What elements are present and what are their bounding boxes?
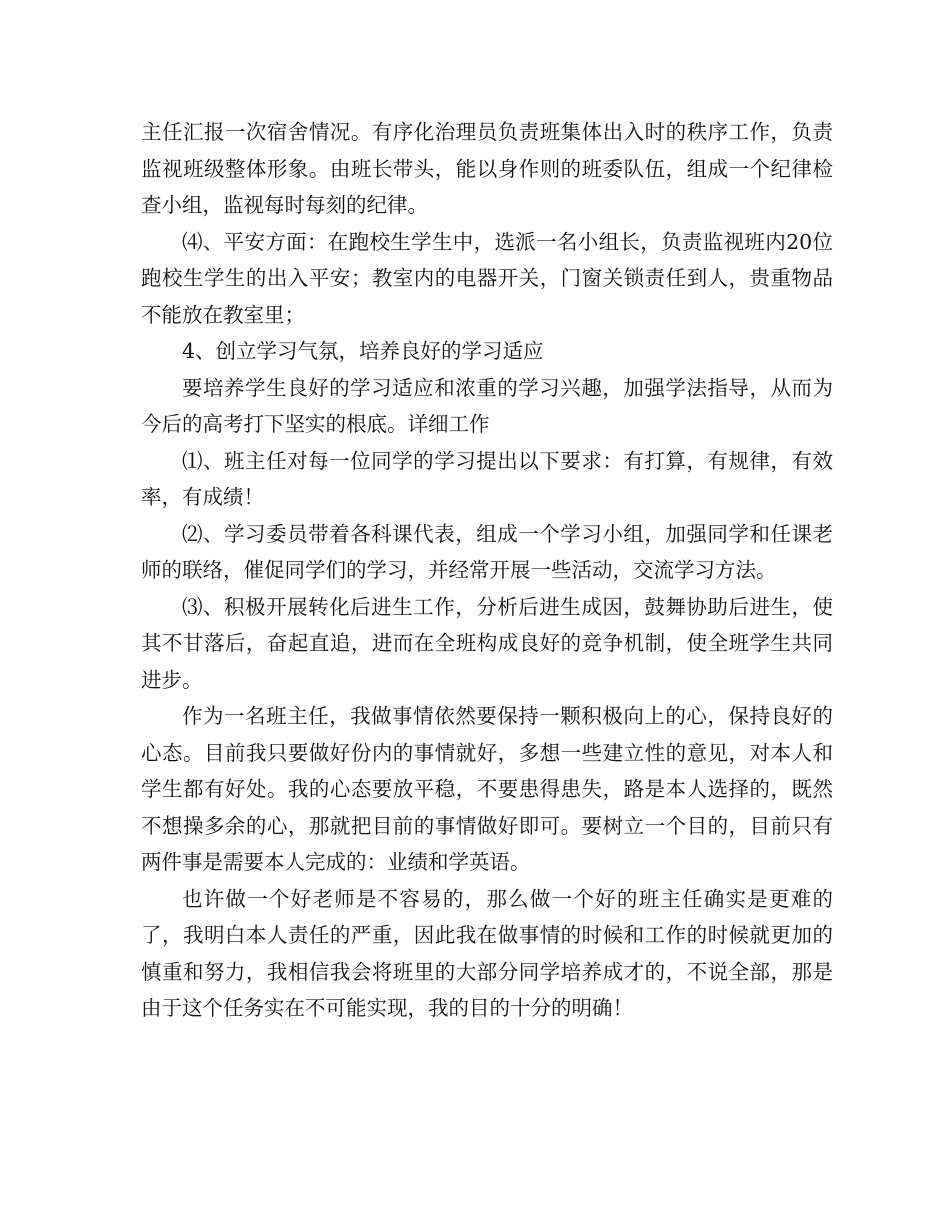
document-page <box>141 114 833 1027</box>
paragraph-attitude: 作为一名班主任，我做事情依然要保持一颗积极向上的心，保持良好的心态。目前我只要做好份内的事情就好，多想一些建立性的意见，对本人和学生都有好处。我的心态要放平稳，不要患得患失，路是本人选择的，既然不想操多余的心，那就把目前的事情做好即可。要树立一个目的，目前只有两件事是需要本人完成的：业绩和学英语。 <box>141 704 833 874</box>
paragraph-safety: ⑷、平安方面：在跑校生学生中，选派一名小组长，负责监视班内20位跑校生学生的出入平安；教室内的电器开关，门窗关锁责任到人，贵重物品不能放在教室里； <box>141 229 833 327</box>
paragraph-goal: 也许做一个好老师是不容易的，那么做一个好的班主任确实是更难的了，我明白本人责任的严重，因此我在做事情的时候和工作的时候就更加的慎重和努力，我相信我会将班里的大部分同学培养成才的，不说全部，那是由于这个任务实在不可能实现，我的目的十分的明确！ <box>141 886 833 1020</box>
paragraph-struggling-students: ⑶、积极开展转化后进生工作，分析后进生成因，鼓舞协助后进生，使其不甘落后，奋起直追，进而在全班构成良好的竞争机制，使全班学生共同进步。 <box>141 594 833 692</box>
paragraph-dormitory-report: 主任汇报一次宿舍情况。有序化治理员负责班集体出入时的秩序工作，负责监视班级整体形象。由班长带头，能以身作则的班委队伍，组成一个纪律检查小组，监视每时每刻的纪律。 <box>141 120 833 217</box>
paragraph-study-committee: ⑵、学习委员带着各科课代表，组成一个学习小组，加强同学和任课老师的联络，催促同学们的学习，并经常开展一些活动，交流学习方法。 <box>141 521 833 582</box>
paragraph-study-habits: 要培养学生良好的学习适应和浓重的学习兴趣，加强学法指导，从而为今后的高考打下坚实的根底。详细工作 <box>141 375 833 436</box>
paragraph-requirements: ⑴、班主任对每一位同学的学习提出以下要求：有打算，有规律，有效率，有成绩！ <box>141 448 833 509</box>
paragraph-heading-study-atmosphere: 4、创立学习气氛，培养良好的学习适应 <box>182 339 544 363</box>
